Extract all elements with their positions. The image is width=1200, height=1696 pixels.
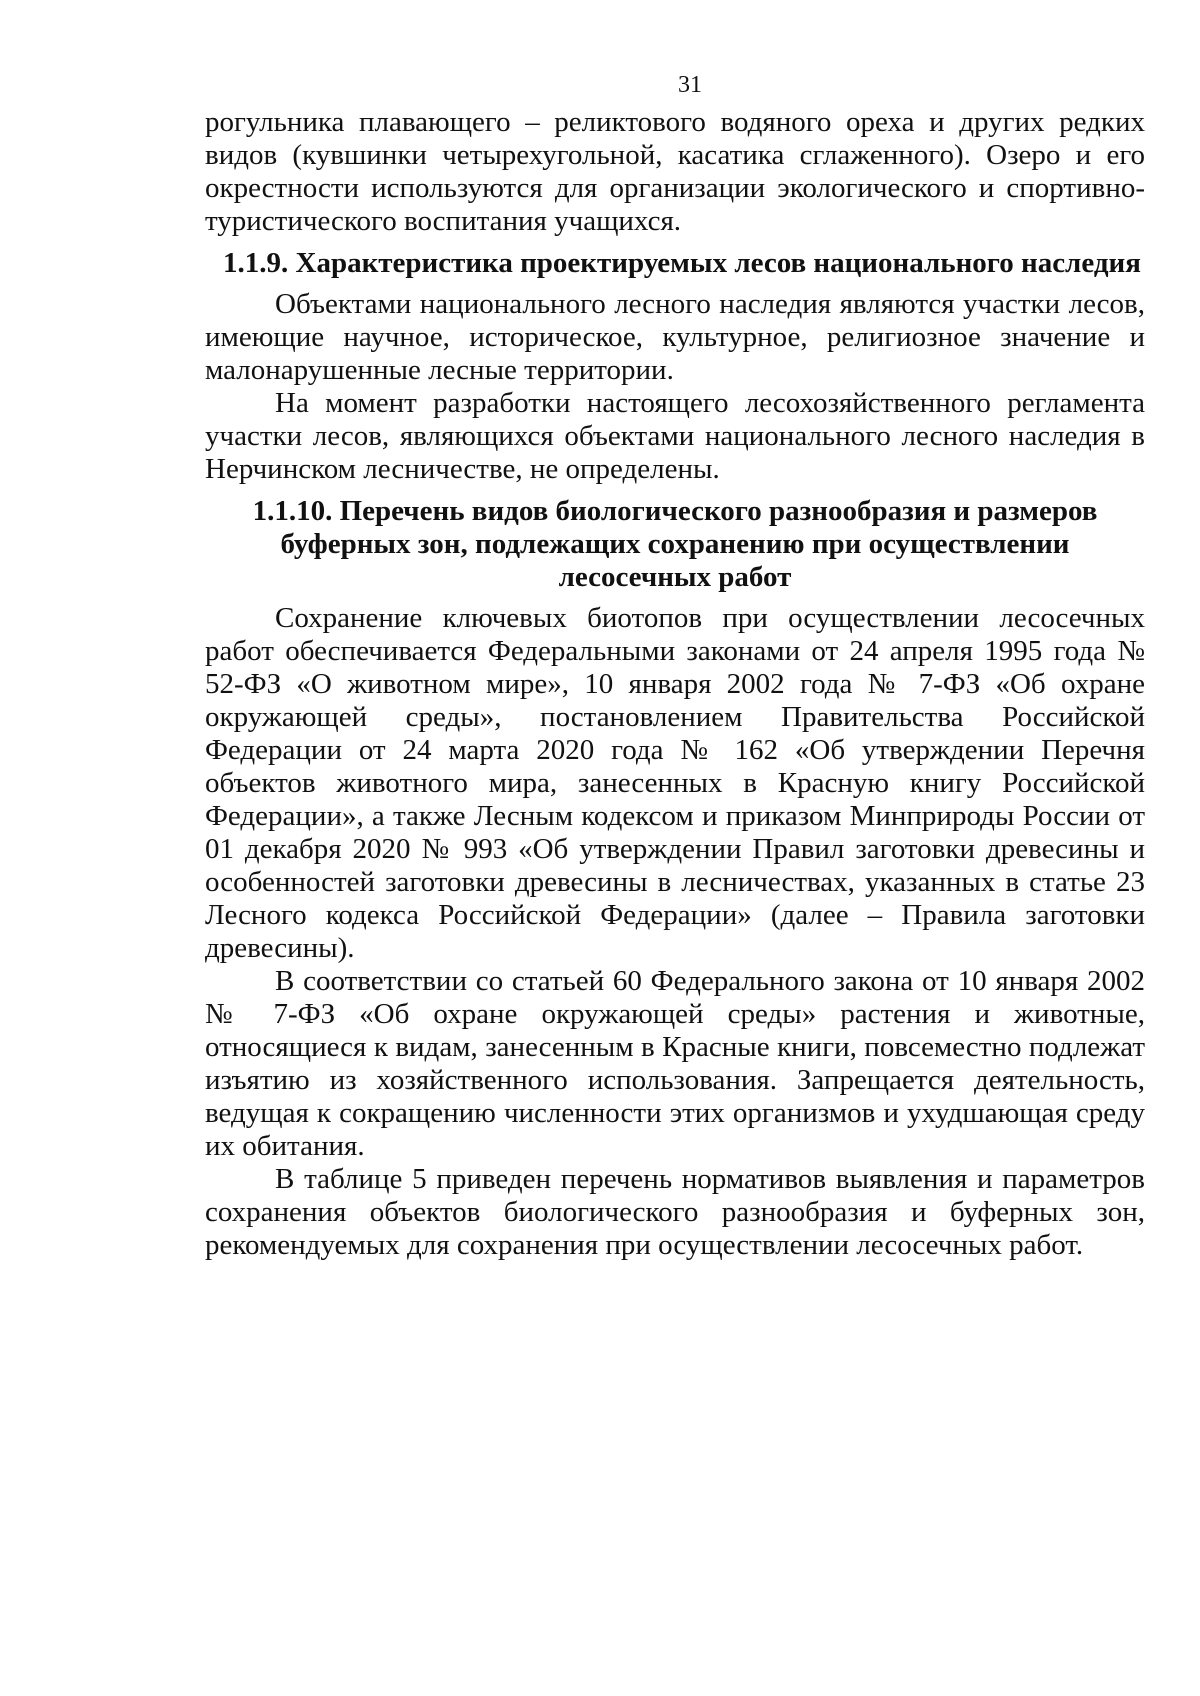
section-heading-1-1-10: 1.1.10. Перечень видов биологического разнообразия и размеров буферных зон, подлежащих сохранению при осуществлении лесосечных работ — [252, 495, 1098, 593]
paragraph: В таблице 5 приведен перечень нормативов выявления и параметров сохранения объектов биологического разнообразия и буферных зон, рекомендуемых для сохранения при осуществлении лесосечных работ. — [205, 1163, 1145, 1261]
paragraph-continuation: рогульника плавающего – реликтового водяного ореха и других редких видов (кувшинки четырехугольной, касатика сглаженного). Озеро и его окрестности используются для организации экологического и спортивно-туристического воспитания учащихся. — [205, 106, 1145, 237]
page-number: 31 — [678, 72, 702, 98]
paragraph: В соответствии со статьей 60 Федерального закона от 10 января 2002 № 7-ФЗ «Об охране окружающей среды» растения и животные, относящиеся к видам, занесенным в Красные книги, повсеместно подлежат изъятию из хозяйственного использования. Запрещается деятельность, ведущая к сокращению численности этих организмов и ухудшающая среду их обитания. — [205, 965, 1145, 1162]
paragraph: Сохранение ключевых биотопов при осуществлении лесосечных работ обеспечивается Федеральными законами от 24 апреля 1995 года № 52-ФЗ «О животном мире», 10 января 2002 года № 7-ФЗ «Об охране окружающей среды», постановлением Правительства Российской Федерации от 24 марта 2020 года № 162 «Об утверждении Перечня объектов животного мира, занесенных в Красную книгу Российской Федерации», а также Лесным кодексом и приказом Минприроды России от 01 декабря 2020 № 993 «Об утверждении Правил заготовки древесины и особенностей заготовки древесины в лесничествах, указанных в статье 23 Лесного кодекса Российской Федерации» (далее – Правила заготовки древесины). — [205, 602, 1145, 964]
section-heading-1-1-9: 1.1.9. Характеристика проектируемых лесов национального наследия — [223, 247, 1141, 279]
paragraph: На момент разработки настоящего лесохозяйственного регламента участки лесов, являющихся объектами национального лесного наследия в Нерчинском лесничестве, не определены. — [205, 387, 1145, 485]
paragraph: Объектами национального лесного наследия являются участки лесов, имеющие научное, историческое, культурное, религиозное значение и малонарушенные лесные территории. — [205, 288, 1145, 386]
document-page — [205, 70, 1145, 1262]
